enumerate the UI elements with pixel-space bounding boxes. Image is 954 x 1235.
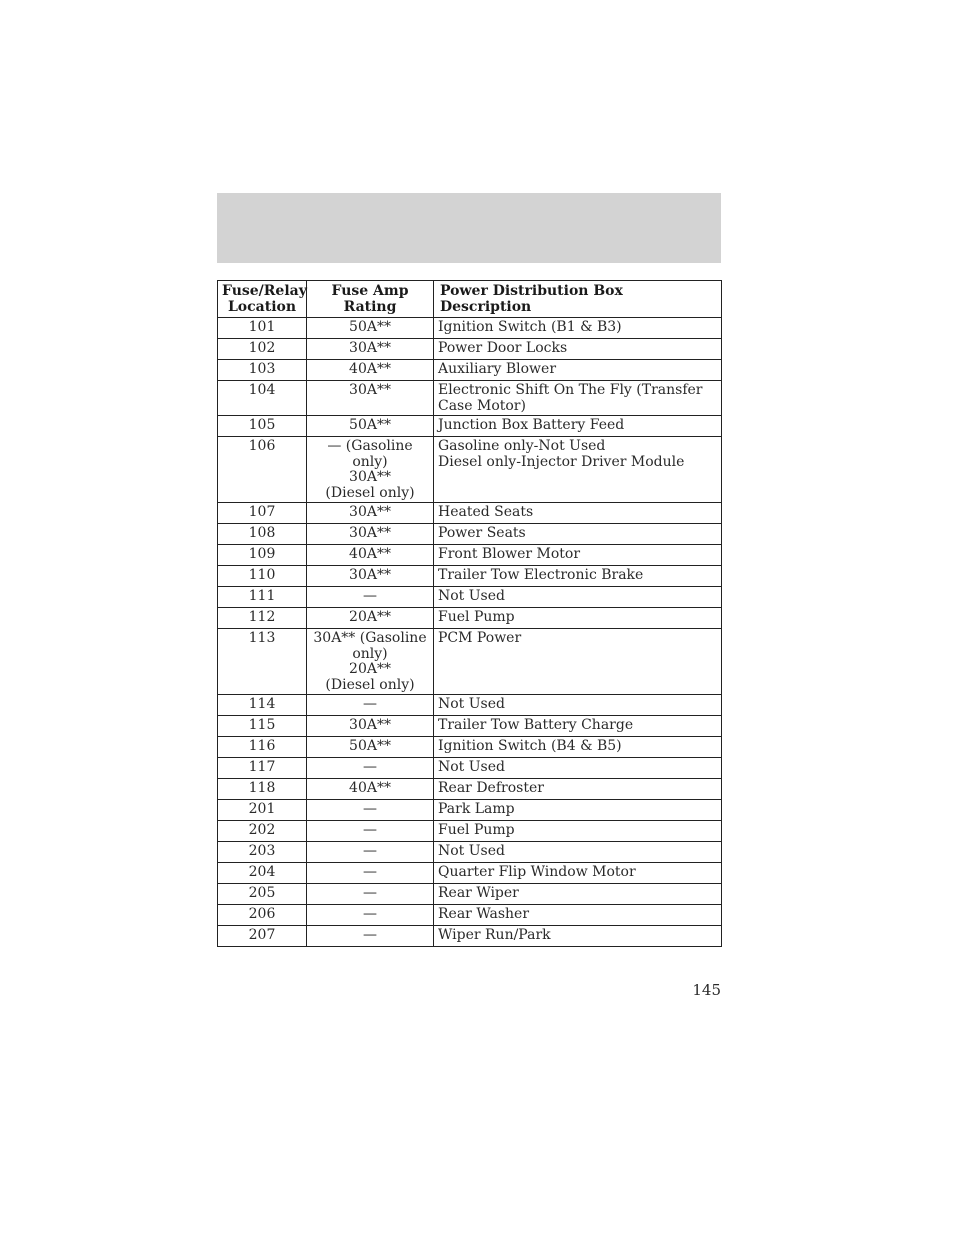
cell-amp-rating: 30A** <box>307 339 434 360</box>
table-row <box>218 339 722 360</box>
page-number: 145 <box>692 981 721 999</box>
cell-description: Rear Wiper <box>434 884 722 905</box>
table-row <box>218 905 722 926</box>
cell-description: PCM Power <box>434 629 722 695</box>
fuse-table <box>217 280 722 947</box>
table-row <box>218 587 722 608</box>
cell-amp-rating: — <box>307 905 434 926</box>
cell-location: 201 <box>218 800 307 821</box>
cell-description: Fuel Pump <box>434 821 722 842</box>
cell-location: 106 <box>218 437 307 503</box>
cell-location: 113 <box>218 629 307 695</box>
cell-amp-rating: 30A** <box>307 524 434 545</box>
cell-description: Fuel Pump <box>434 608 722 629</box>
cell-description: Park Lamp <box>434 800 722 821</box>
cell-amp-rating: 30A** <box>307 566 434 587</box>
cell-description: Trailer Tow Electronic Brake <box>434 566 722 587</box>
cell-location: 109 <box>218 545 307 566</box>
cell-description: Front Blower Motor <box>434 545 722 566</box>
cell-location: 114 <box>218 695 307 716</box>
cell-location: 101 <box>218 318 307 339</box>
section-header-band <box>217 193 721 263</box>
cell-description: Heated Seats <box>434 503 722 524</box>
table-row <box>218 737 722 758</box>
cell-amp-rating: 40A** <box>307 779 434 800</box>
table-row <box>218 545 722 566</box>
column-header-amp-rating: Fuse Amp Rating <box>307 281 434 318</box>
cell-location: 206 <box>218 905 307 926</box>
table-row <box>218 437 722 503</box>
cell-location: 111 <box>218 587 307 608</box>
cell-location: 204 <box>218 863 307 884</box>
cell-description: Quarter Flip Window Motor <box>434 863 722 884</box>
table-row <box>218 524 722 545</box>
cell-amp-rating: — <box>307 926 434 947</box>
table-row <box>218 821 722 842</box>
cell-amp-rating: 40A** <box>307 360 434 381</box>
cell-location: 112 <box>218 608 307 629</box>
table-row <box>218 884 722 905</box>
cell-location: 203 <box>218 842 307 863</box>
table-row <box>218 779 722 800</box>
cell-description: Junction Box Battery Feed <box>434 416 722 437</box>
cell-location: 104 <box>218 381 307 416</box>
table-row <box>218 503 722 524</box>
cell-location: 115 <box>218 716 307 737</box>
table-row <box>218 381 722 416</box>
cell-location: 207 <box>218 926 307 947</box>
cell-description: Not Used <box>434 695 722 716</box>
cell-description: Ignition Switch (B4 & B5) <box>434 737 722 758</box>
cell-description: Power Door Locks <box>434 339 722 360</box>
cell-amp-rating: — <box>307 863 434 884</box>
table-row <box>218 318 722 339</box>
cell-description: Rear Washer <box>434 905 722 926</box>
cell-amp-rating: 30A** (Gasoline only) 20A** (Diesel only) <box>307 629 434 695</box>
cell-amp-rating: 50A** <box>307 737 434 758</box>
table-row <box>218 842 722 863</box>
column-header-location: Fuse/Relay Location <box>218 281 307 318</box>
cell-location: 105 <box>218 416 307 437</box>
cell-amp-rating: 50A** <box>307 416 434 437</box>
cell-amp-rating: 30A** <box>307 716 434 737</box>
cell-description: Not Used <box>434 587 722 608</box>
cell-amp-rating: — <box>307 884 434 905</box>
cell-location: 117 <box>218 758 307 779</box>
table-body <box>218 318 722 947</box>
cell-amp-rating: — <box>307 800 434 821</box>
cell-amp-rating: — (Gasoline only) 30A** (Diesel only) <box>307 437 434 503</box>
column-header-description: Power Distribution Box Description <box>434 281 722 318</box>
cell-amp-rating: 50A** <box>307 318 434 339</box>
cell-location: 116 <box>218 737 307 758</box>
table-row <box>218 360 722 381</box>
table-row <box>218 758 722 779</box>
table-row <box>218 926 722 947</box>
cell-location: 108 <box>218 524 307 545</box>
cell-amp-rating: 40A** <box>307 545 434 566</box>
table-row <box>218 863 722 884</box>
cell-description: Auxiliary Blower <box>434 360 722 381</box>
cell-amp-rating: — <box>307 758 434 779</box>
cell-amp-rating: — <box>307 695 434 716</box>
cell-location: 110 <box>218 566 307 587</box>
cell-description: Not Used <box>434 758 722 779</box>
cell-location: 102 <box>218 339 307 360</box>
cell-location: 107 <box>218 503 307 524</box>
cell-description: Trailer Tow Battery Charge <box>434 716 722 737</box>
cell-amp-rating: 30A** <box>307 503 434 524</box>
cell-amp-rating: 30A** <box>307 381 434 416</box>
cell-location: 205 <box>218 884 307 905</box>
cell-location: 103 <box>218 360 307 381</box>
cell-amp-rating: — <box>307 587 434 608</box>
table-row <box>218 416 722 437</box>
cell-amp-rating: — <box>307 821 434 842</box>
table-row <box>218 716 722 737</box>
cell-description: Gasoline only-Not Used Diesel only-Injector Driver Module <box>434 437 722 503</box>
table-row <box>218 629 722 695</box>
cell-amp-rating: — <box>307 842 434 863</box>
cell-description: Power Seats <box>434 524 722 545</box>
cell-description: Not Used <box>434 842 722 863</box>
table-row <box>218 695 722 716</box>
cell-amp-rating: 20A** <box>307 608 434 629</box>
cell-location: 118 <box>218 779 307 800</box>
cell-description: Electronic Shift On The Fly (Transfer Case Motor) <box>434 381 722 416</box>
table-header-row <box>218 281 722 318</box>
table-row <box>218 608 722 629</box>
table-row <box>218 800 722 821</box>
cell-description: Rear Defroster <box>434 779 722 800</box>
cell-description: Ignition Switch (B1 & B3) <box>434 318 722 339</box>
cell-description: Wiper Run/Park <box>434 926 722 947</box>
table-row <box>218 566 722 587</box>
cell-location: 202 <box>218 821 307 842</box>
